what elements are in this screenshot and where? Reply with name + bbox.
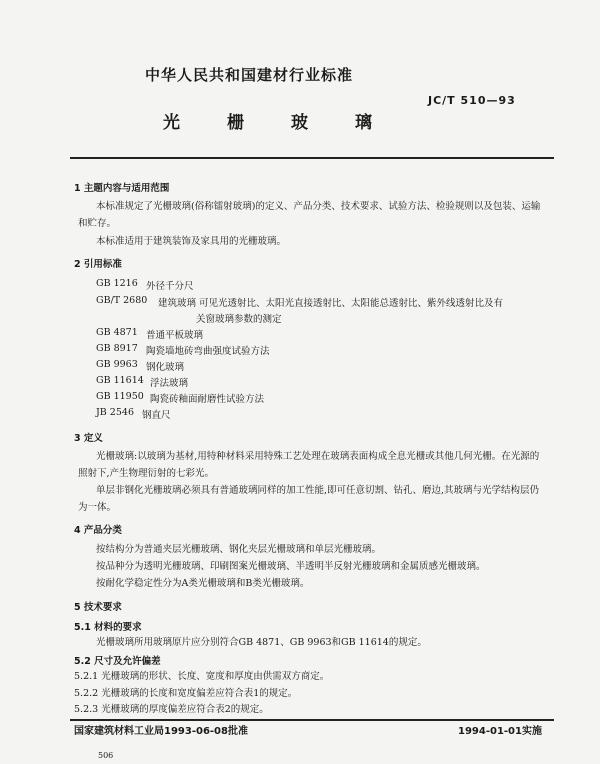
section-5-1-heading: 5.1 材料的要求: [74, 622, 142, 633]
section-3-paragraph-2: 单层非钢化光栅玻璃必须具有普通玻璃同样的加工性能,即可任意切割、钻孔、磨边,其玻璃与光学结构层仍为一体。: [78, 485, 540, 513]
effective-date: 1994-01-01实施: [458, 726, 542, 737]
section-5-1-text: 光栅玻璃所用玻璃原片应分别符合GB 4871、GB 9963和GB 11614的规定。: [96, 637, 427, 648]
ref-code: GB 11614: [96, 375, 144, 386]
ref-title: 普通平板玻璃: [146, 330, 204, 341]
ref-title: 陶瓷墙地砖弯曲强度试验方法: [146, 346, 270, 357]
footer-divider: [70, 719, 554, 721]
section-5-2-3: 5.2.3 光栅玻璃的厚度偏差应符合表2的规定。: [74, 704, 269, 715]
ref-code: JB 2546: [96, 407, 134, 418]
section-4-item-3: 按耐化学稳定性分为A类光栅玻璃和B类光栅玻璃。: [96, 578, 310, 589]
header-divider: [70, 157, 554, 159]
approval-line: 国家建筑材料工业局1993-06-08批准: [74, 726, 248, 737]
ref-title-continued: 关窗玻璃参数的测定: [196, 314, 282, 325]
ref-code: GB 8917: [96, 343, 138, 354]
ref-code: GB 11950: [96, 391, 144, 402]
page-number: 506: [98, 751, 114, 760]
standard-code: JC/T 510—93: [428, 94, 516, 107]
section-3-paragraph-1: 光栅玻璃:以玻璃为基材,用特种材料采用特殊工艺处理在玻璃表面构成全息光栅或其他几何光栅。在光源的照射下,产生物理衍射的七彩光。: [78, 451, 540, 479]
section-4-item-1: 按结构分为普通夹层光栅玻璃、钢化夹层光栅玻璃和单层光栅玻璃。: [96, 544, 382, 555]
section-1-heading: 1 主题内容与适用范围: [74, 183, 170, 194]
section-5-2-2: 5.2.2 光栅玻璃的长度和宽度偏差应符合表1的规定。: [74, 688, 298, 699]
section-5-heading: 5 技术要求: [74, 602, 122, 613]
section-3-heading: 3 定义: [74, 433, 103, 444]
ref-title: 陶瓷砖釉面耐磨性试验方法: [150, 394, 265, 405]
ref-title: 外径千分尺: [146, 281, 194, 292]
ref-title: 钢直尺: [142, 410, 171, 421]
ref-code: GB 1216: [96, 278, 138, 289]
section-1-paragraph-2: 本标准适用于建筑装饰及家具用的光栅玻璃。: [96, 236, 287, 247]
ref-title: 建筑玻璃 可见光透射比、太阳光直接透射比、太阳能总透射比、紫外线透射比及有: [158, 298, 504, 309]
section-5-2-1: 5.2.1 光栅玻璃的形状、长度、宽度和厚度由供需双方商定。: [74, 671, 330, 682]
section-4-heading: 4 产品分类: [74, 525, 122, 536]
section-2-heading: 2 引用标准: [74, 259, 122, 270]
section-4-item-2: 按品种分为透明光栅玻璃、印刷图案光栅玻璃、半透明半反射光栅玻璃和金属质感光栅玻璃。: [96, 561, 486, 572]
section-1-paragraph-1: 本标准规定了光栅玻璃(俗称镭射玻璃)的定义、产品分类、技术要求、试验方法、检验规则以及包装、运输和贮存。: [78, 201, 541, 229]
ref-title: 浮法玻璃: [150, 378, 189, 389]
standard-organization: 中华人民共和国建材行业标准: [145, 66, 354, 84]
section-5-2-heading: 5.2 尺寸及允许偏差: [74, 656, 161, 667]
ref-title: 钢化玻璃: [146, 362, 185, 373]
ref-code: GB 4871: [96, 327, 138, 338]
ref-code: GB 9963: [96, 359, 138, 370]
document-title: 光栅玻璃: [163, 113, 419, 133]
ref-code: GB/T 2680: [96, 295, 148, 306]
